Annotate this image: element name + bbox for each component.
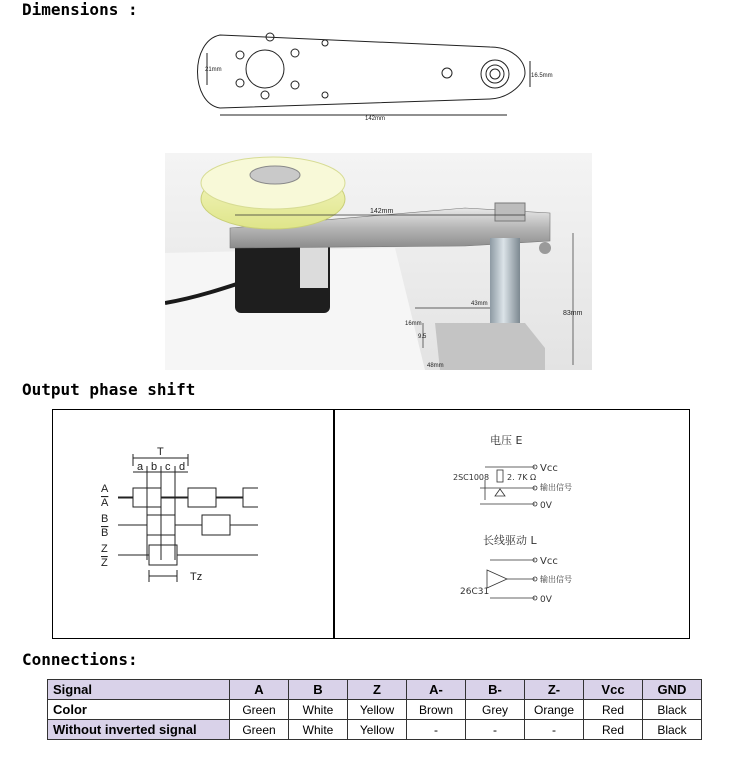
- resistor-label: 2. 7K Ω: [507, 473, 537, 482]
- circuit-diagram: [335, 410, 689, 638]
- table-row: [48, 700, 702, 720]
- dim-9-5-label: 9.5: [418, 334, 427, 340]
- table-cell: Black: [643, 700, 702, 720]
- label-a: a: [137, 461, 144, 473]
- label-b: b: [151, 461, 158, 473]
- signal-Z: Z: [101, 543, 108, 555]
- table-cell: Red: [584, 700, 643, 720]
- table-cell: Without inverted signal: [48, 720, 230, 740]
- table-cell: -: [407, 720, 466, 740]
- dim-16-label: 16mm: [405, 321, 422, 327]
- table-cell: B-: [466, 680, 525, 700]
- table-cell: Green: [230, 720, 289, 740]
- connections-table: [47, 679, 702, 740]
- table-cell: Grey: [466, 700, 525, 720]
- dim-16-5-label: 16.5mm: [531, 73, 553, 79]
- signal-B: B: [101, 513, 109, 525]
- table-cell: A-: [407, 680, 466, 700]
- dim-142-top-label: 142mm: [365, 116, 386, 122]
- table-cell: -: [466, 720, 525, 740]
- table-cell: Orange: [525, 700, 584, 720]
- circuit-title-L: 长线驱动 L: [483, 534, 537, 547]
- signal-A: A: [101, 483, 109, 495]
- table-row: [48, 680, 702, 700]
- table-cell: Yellow: [348, 720, 407, 740]
- phase-heading: Output phase shift: [22, 380, 196, 399]
- part-2sc1008: 2SC1008: [453, 473, 490, 482]
- dim-43-label: 43mm: [471, 301, 488, 307]
- table-cell: A: [230, 680, 289, 700]
- output-label-2: 输出信号: [540, 575, 572, 584]
- table-cell: Color: [48, 700, 230, 720]
- vcc-label-1: Vcc: [540, 463, 558, 474]
- table-row: [48, 720, 702, 740]
- part-26c31: 26C31: [460, 587, 490, 597]
- panel-divider: [319, 409, 334, 639]
- table-cell: B: [289, 680, 348, 700]
- table-cell: Brown: [407, 700, 466, 720]
- table-cell: White: [289, 720, 348, 740]
- signal-A-bar: A: [101, 497, 109, 509]
- circuit-panel: [334, 409, 690, 639]
- signal-Z-bar: Z: [101, 557, 108, 569]
- ov-label-1: 0V: [540, 501, 552, 511]
- timing-diagram-panel: [52, 409, 321, 639]
- table-cell: Red: [584, 720, 643, 740]
- label-c: c: [165, 461, 171, 473]
- table-cell: Vcc: [584, 680, 643, 700]
- connections-heading: Connections:: [22, 650, 138, 669]
- label-Tz: Tz: [190, 571, 203, 583]
- signal-B-bar: B: [101, 527, 109, 539]
- table-cell: Z: [348, 680, 407, 700]
- vcc-label-2: Vcc: [540, 556, 558, 567]
- table-cell: Green: [230, 700, 289, 720]
- ov-label-2: 0V: [540, 595, 552, 605]
- circuit-title-E: 电压 E: [490, 434, 523, 447]
- table-cell: -: [525, 720, 584, 740]
- dim-83-label: 83mm: [563, 310, 583, 317]
- table-cell: White: [289, 700, 348, 720]
- product-photo: [165, 3, 592, 370]
- dimensions-heading: Dimensions :: [22, 0, 138, 19]
- table-cell: GND: [643, 680, 702, 700]
- label-d: d: [179, 461, 186, 473]
- table-cell: Signal: [48, 680, 230, 700]
- table-cell: Black: [643, 720, 702, 740]
- output-label-1: 输出信号: [540, 483, 572, 492]
- label-T: T: [157, 446, 164, 458]
- table-cell: Z-: [525, 680, 584, 700]
- timing-diagram: [53, 410, 320, 638]
- dim-142-photo-label: 142mm: [370, 208, 394, 215]
- dim-21-label: 21mm: [205, 67, 222, 73]
- dim-48-label: 48mm: [427, 363, 444, 369]
- table-cell: Yellow: [348, 700, 407, 720]
